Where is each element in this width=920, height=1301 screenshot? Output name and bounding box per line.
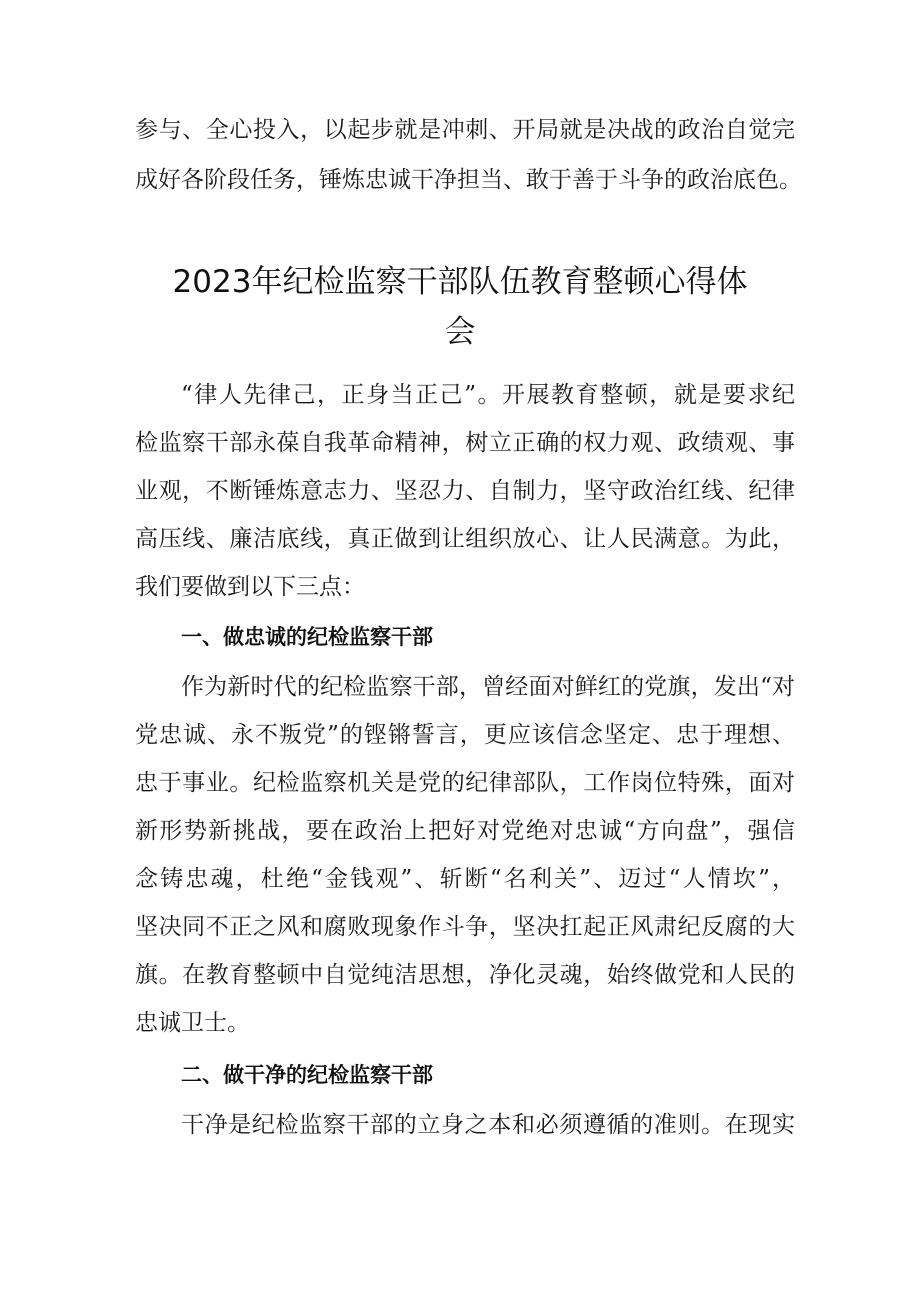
section-2-heading: 二、做干净的纪检监察干部	[181, 1063, 433, 1087]
intro-line-4: 高压线、廉洁底线，真正做到让组织放心、让人民满意。为此，	[135, 526, 795, 552]
section-1-heading: 一、做忠诚的纪检监察干部	[181, 625, 433, 649]
section-1-line-2: 党忠诚、永不叛党”的铿锵誓言，更应该信念坚定、忠于理想、	[135, 722, 795, 748]
section-1-line-8: 忠诚卫士。	[135, 1010, 250, 1036]
intro-line-3: 业观，不断锤炼意志力、坚忍力、自制力，坚守政治红线、纪律	[135, 478, 795, 504]
top-paragraph-line-2: 成好各阶段任务，锤炼忠诚干净担当、敢于善于斗争的政治底色。	[135, 167, 802, 193]
intro-line-1: “律人先律己，正身当正己”。开展教育整顿，就是要求纪	[181, 382, 795, 408]
article-title-line-1: 2023年纪检监察干部队伍教育整顿心得体	[172, 264, 748, 300]
section-1-line-6: 坚决同不正之风和腐败现象作斗争，坚决扛起正风肃纪反腐的大	[135, 914, 795, 940]
article-title-line-2: 会	[444, 314, 476, 350]
section-1-line-5: 念铸忠魂，杜绝“金钱观”、斩断“名利关”、迈过“人情坎”，	[135, 866, 795, 892]
section-2-line-1: 干净是纪检监察干部的立身之本和必须遵循的准则。在现实	[181, 1112, 795, 1138]
section-1-line-4: 新形势新挑战，要在政治上把好对党绝对忠诚“方向盘”，强信	[135, 818, 795, 844]
section-1-line-1: 作为新时代的纪检监察干部，曾经面对鲜红的党旗，发出“对	[181, 674, 795, 700]
top-paragraph-line-1: 参与、全心投入，以起步就是冲刺、开局就是决战的政治自觉完	[135, 117, 795, 143]
intro-line-5: 我们要做到以下三点：	[135, 574, 365, 600]
intro-line-2: 检监察干部永葆自我革命精神，树立正确的权力观、政绩观、事	[135, 430, 795, 456]
section-1-line-3: 忠于事业。纪检监察机关是党的纪律部队，工作岗位特殊，面对	[135, 770, 795, 796]
section-1-line-7: 旗。在教育整顿中自觉纯洁思想，净化灵魂，始终做党和人民的	[135, 962, 795, 988]
